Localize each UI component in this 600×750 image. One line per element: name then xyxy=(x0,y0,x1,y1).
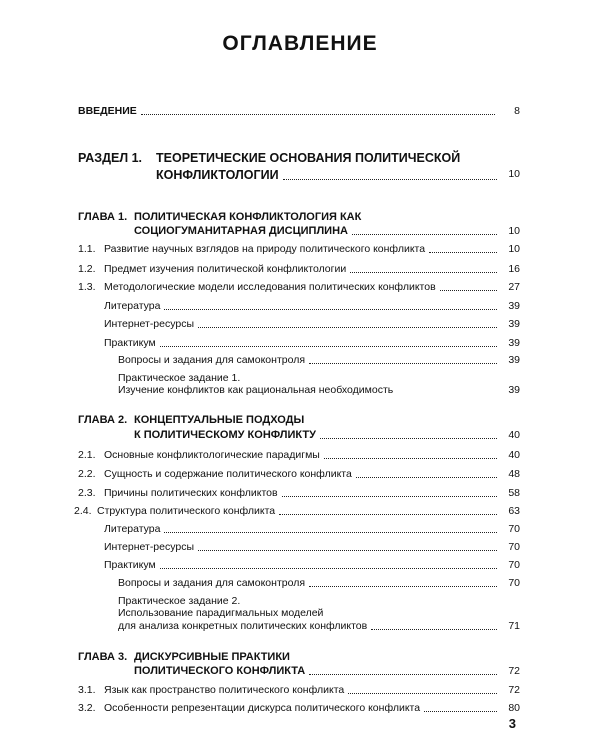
chapter-title-line-2: К ПОЛИТИЧЕСКОМУ КОНФЛИКТУ xyxy=(134,429,316,441)
entry-number: 1.2. xyxy=(78,263,96,275)
dot-leader xyxy=(397,393,497,394)
dot-leader xyxy=(283,179,497,180)
chapter-title-line-1: ДИСКУРСИВНЫЕ ПРАКТИКИ xyxy=(134,651,290,663)
page-number: 3 xyxy=(508,716,516,731)
task-line-2: Использование парадигмальных моделей xyxy=(118,607,324,619)
dot-leader xyxy=(424,711,497,712)
entry-text: Язык как пространство политического конфликта xyxy=(104,684,345,696)
entry-page: 40 xyxy=(508,449,520,461)
task-line-1: Практическое задание 1. xyxy=(118,372,241,384)
entry-text: Причины политических конфликтов xyxy=(104,487,278,499)
dot-leader xyxy=(440,290,497,291)
dot-leader xyxy=(198,327,497,328)
entry-page: 70 xyxy=(508,577,520,589)
entry-text: Интернет-ресурсы xyxy=(104,541,195,553)
entry-page: 10 xyxy=(508,225,520,237)
entry-number: 1.3. xyxy=(78,281,96,293)
entry-text: Практикум xyxy=(104,559,156,571)
entry-text: ВВЕДЕНИЕ xyxy=(78,105,137,117)
entry-number: 2.2. xyxy=(78,468,96,480)
section-title-line-2: КОНФЛИКТОЛОГИИ xyxy=(156,168,279,182)
entry-text: Практикум xyxy=(104,337,156,349)
entry-page: 58 xyxy=(508,487,520,499)
entry-page: 39 xyxy=(508,318,520,330)
entry-number: 3.2. xyxy=(78,702,96,714)
entry-page: 39 xyxy=(508,384,520,396)
task-line-2: Изучение конфликтов как рациональная необходимость xyxy=(118,384,394,396)
dot-leader xyxy=(309,363,497,364)
entry-page: 80 xyxy=(508,702,520,714)
entry-page: 39 xyxy=(508,300,520,312)
entry-page: 70 xyxy=(508,523,520,535)
entry-text: Вопросы и задания для самоконтроля xyxy=(118,354,306,366)
dot-leader xyxy=(279,514,497,515)
dot-leader xyxy=(350,272,497,273)
chapter-number: ГЛАВА 1. xyxy=(78,211,128,223)
entry-text: Особенности репрезентации дискурса политического конфликта xyxy=(104,702,421,714)
entry-text: Развитие научных взглядов на природу политического конфликта xyxy=(104,243,426,255)
entry-text: Литература xyxy=(104,300,161,312)
entry-number: 2.1. xyxy=(78,449,96,461)
dot-leader xyxy=(282,496,497,497)
section-number: РАЗДЕЛ 1. xyxy=(78,151,143,165)
entry-page: 71 xyxy=(508,620,520,632)
dot-leader xyxy=(164,309,497,310)
chapter-title-line-2: ПОЛИТИЧЕСКОГО КОНФЛИКТА xyxy=(134,665,306,677)
entry-number: 2.4. xyxy=(74,505,92,517)
entry-page: 72 xyxy=(508,684,520,696)
entry-text: Структура политического конфликта xyxy=(97,505,276,517)
entry-page: 70 xyxy=(508,541,520,553)
dot-leader xyxy=(141,114,495,115)
entry-text: Вопросы и задания для самоконтроля xyxy=(118,577,306,589)
entry-page: 70 xyxy=(508,559,520,571)
entry-text: Методологические модели исследования политических конфликтов xyxy=(104,281,436,293)
entry-text: Сущность и содержание политического конфликта xyxy=(104,468,352,480)
dot-leader xyxy=(160,568,497,569)
dot-leader xyxy=(324,458,497,459)
entry-page: 63 xyxy=(508,505,520,517)
entry-page: 40 xyxy=(508,429,520,441)
entry-page: 27 xyxy=(508,281,520,293)
entry-page: 16 xyxy=(508,263,520,275)
entry-text: Предмет изучения политической конфликтологии xyxy=(104,263,347,275)
dot-leader xyxy=(164,532,497,533)
entry-number: 2.3. xyxy=(78,487,96,499)
dot-leader xyxy=(352,234,497,235)
dot-leader xyxy=(320,438,497,439)
chapter-title-line-1: ПОЛИТИЧЕСКАЯ КОНФЛИКТОЛОГИЯ КАК xyxy=(134,211,362,223)
dot-leader xyxy=(356,477,497,478)
page-title: ОГЛАВЛЕНИЕ xyxy=(222,32,378,55)
dot-leader xyxy=(198,550,497,551)
chapter-number: ГЛАВА 2. xyxy=(78,414,128,426)
entry-page: 72 xyxy=(508,665,520,677)
dot-leader xyxy=(309,674,497,675)
entry-number: 1.1. xyxy=(78,243,96,255)
entry-page: 39 xyxy=(508,337,520,349)
section-title-line-1: ТЕОРЕТИЧЕСКИЕ ОСНОВАНИЯ ПОЛИТИЧЕСКОЙ xyxy=(156,151,461,165)
entry-page: 8 xyxy=(514,105,520,117)
entry-number: 3.1. xyxy=(78,684,96,696)
entry-text: Интернет-ресурсы xyxy=(104,318,195,330)
entry-text: Основные конфликтологические парадигмы xyxy=(104,449,320,461)
chapter-number: ГЛАВА 3. xyxy=(78,651,128,663)
entry-text: Литература xyxy=(104,523,161,535)
dot-leader xyxy=(371,629,497,630)
entry-page: 39 xyxy=(508,354,520,366)
entry-page: 48 xyxy=(508,468,520,480)
task-line-3: для анализа конкретных политических конфликтов xyxy=(118,620,368,632)
entry-page: 10 xyxy=(508,168,520,180)
chapter-title-line-2: СОЦИОГУМАНИТАРНАЯ ДИСЦИПЛИНА xyxy=(134,225,348,237)
dot-leader xyxy=(160,346,497,347)
dot-leader xyxy=(348,693,497,694)
entry-page: 10 xyxy=(508,243,520,255)
dot-leader xyxy=(429,252,497,253)
dot-leader xyxy=(309,586,497,587)
task-line-1: Практическое задание 2. xyxy=(118,595,241,607)
chapter-title-line-1: КОНЦЕПТУАЛЬНЫЕ ПОДХОДЫ xyxy=(134,414,305,426)
